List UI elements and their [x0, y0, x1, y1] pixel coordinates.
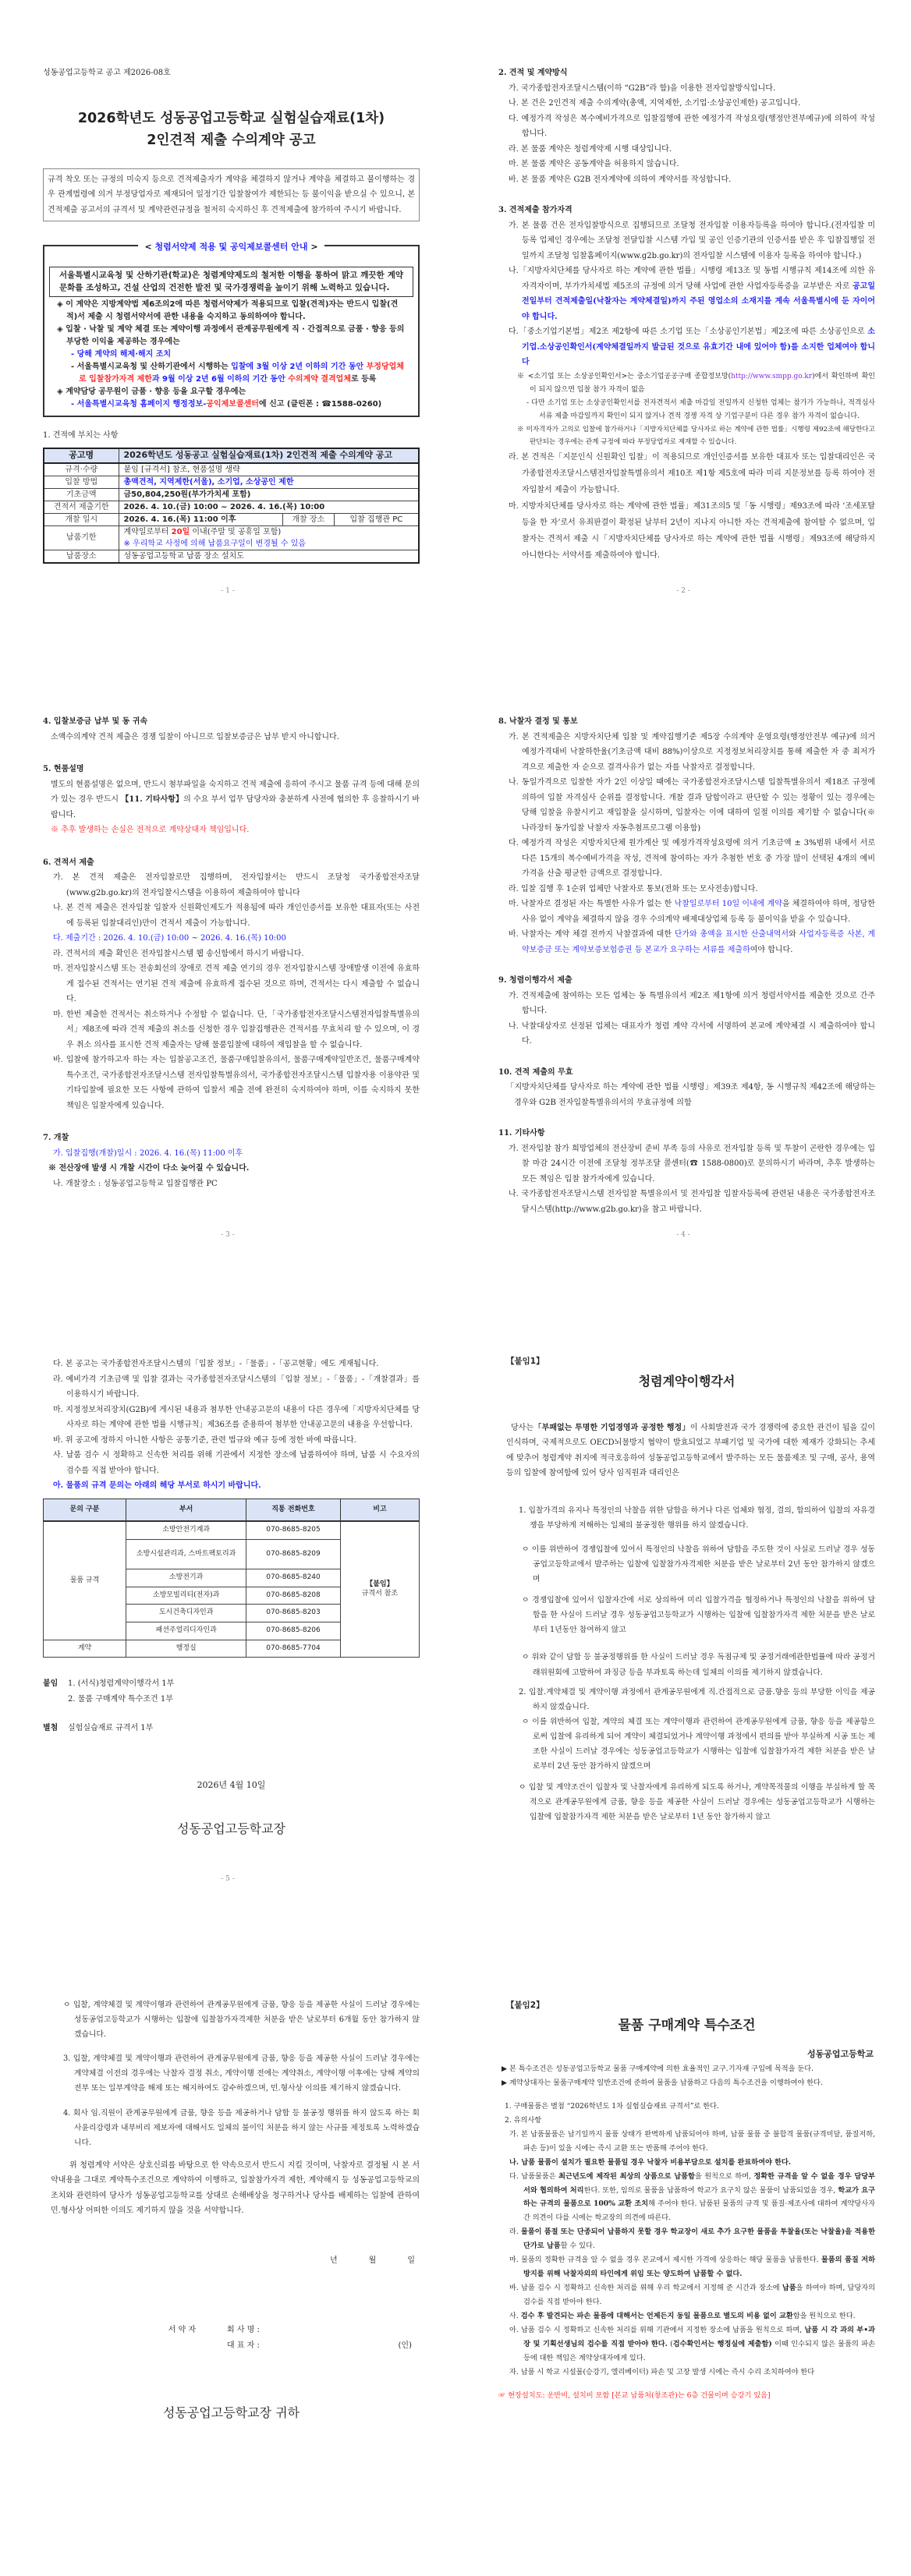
section-7-heading: 7. 개찰 [43, 1134, 69, 1142]
seal-mark: (인) [398, 2341, 412, 2351]
page-number: - 4 - [676, 1231, 690, 1240]
warning-note: ※ 추후 발생하는 손실은 전적으로 계약상대자 책임입니다. [51, 826, 250, 834]
clause: 1. 구매물품은 별첨 “2026학년도 1차 실험실습재료 규격서”로 한다. [505, 2101, 719, 2111]
list-item: 라. 견적서의 제출 확인은 전자입찰시스템 웹 송신함에서 하시기 바랍니다. [53, 949, 304, 958]
bid-info-table [43, 448, 420, 564]
clause: ▶ 계약상대자는 물품구매계약 일반조건에 준하여 물품을 납품하고 다음의 특수조건을 이행하여야 한다. [502, 2078, 823, 2087]
list-item: 가. 본 견적제출은 지방자치단체 입찰 및 계약집행기준 제5장 수의계약 운영요령(행정안전부 예규)에 의거 예정가격대비 낙찰하한율(기초금액 대비 88%)이상으로 지정정보처리장치를 통해 제출한 자 중 최저가격으로 제출한 자 순으로 결격사유가 없는 자를 낙찰자로 결정합니다. [509, 732, 875, 772]
table-row: 입찰 방법 총액견적, 지역제한(서울), 소기업, 소상공인 제한 [44, 476, 419, 488]
page-5 [0, 1288, 456, 1932]
list-item: 나. 국가종합전자조달시스템 전자입찰 특별유의서 및 전자입찰 입찰자등록에 관련된 내용은 국가종합전자조달시스템(http://www.g2b.go.kr)을 참고 바랍니다. [509, 1190, 875, 1214]
section-9-heading: 9. 청렴이행각서 제출 [498, 976, 572, 985]
list-item: 마. 전자입찰시스템 또는 전송회선의 장애로 견적 제출 연기의 경우 전자입찰시스템 장애발생 이전에 유효하게 접수된 견적서는 연기된 견적 제출에 유효하게 접수된 것으로 하며, 견적서는 다시 제출할 수 없습니다. [53, 964, 420, 1003]
list-item: 마. 낙찰자로 결정된 자는 특별한 사유가 없는 한 낙찰일로부터 10일 이내에 계약을 체결하여야 하며, 정당한 사유 없이 계약을 체결하지 않을 경우 수의계약 배제대상업체 등록 등 불이익을 받을 수 있습니다. [509, 900, 875, 924]
section-11-heading: 11. 기타사항 [498, 1129, 545, 1138]
table-row: 공고명 2026학년도 성동공고 실험실습재료(1차) 2인견적 제출 수의계약 공고 [44, 448, 419, 463]
ethics-sub: - 서울특별시교육청 및 산하기관에서 시행하는 입찰에 3월 이상 2년 이하의 기간 동안 부정당업체로 입찰참가자격 제한과 9월 이상 2년 6월 이하의 기간 동안 수의계약 결격업체로 등록 [71, 362, 404, 384]
ethics-bullets [49, 297, 413, 412]
ethics-notice-box [43, 242, 420, 417]
list-item: 라. 예비가격 기초금액 및 입찰 결과는 국가종합전자조달시스템의「입찰 정보」-「물품」-「개찰결과」를 이용하시기 바랍니다. [53, 1375, 420, 1399]
issue-date: 2026년 4월 10일 [197, 1779, 266, 1790]
table-row: 견적서 제출기한 2026. 4. 10.(금) 10:00 ~ 2026. 4. 16.(목) 10:00 [44, 501, 419, 513]
ethics-bullet: ◈ 이 계약은 지방계약법 제6조의2에 따른 청렴서약제가 적용되므로 입찰(견적)자는 반드시 입찰(견적)서 제출 시 청렴서약서에 관한 내용을 숙지하고 동의하여야 합니다. [57, 299, 399, 321]
list-item: 다. 예정가격 작성은 지방자치단체 원가계산 및 예정가격작성요령에 의거 기초금액 ± 3%범위 내에서 서로 다른 15개의 복수예비가격을 작성, 견적에 참여하는 자가 추첨한 번호 중 가장 많이 선택된 4개의 예비가격을 산출 평균한 금액으로 결정합니다. [509, 839, 875, 878]
list-item: 라. 입찰 집행 후 1순위 업체만 낙찰자로 통보(전화 또는 모사전송)합니다. [509, 884, 758, 893]
list-item: 바. 입찰에 참가하고자 하는 자는 입찰공고조건, 물품구매입찰유의서, 물품구매계약일반조건, 물품구매계약특수조건, 국가종합전자조달시스템 전자입찰특별유의서, 국가종합전자조달시스템 입찰자용 이용약관 및 기타입찰에 필요한 모든 사항에 관하여 입찰서 제출 전에 완전히 숙지하여야 하며, 이를 숙지하지 못한 책임은 입찰자에게 있습니다. [53, 1056, 420, 1110]
page-number: - 5 - [221, 1875, 235, 1884]
section-2-heading: 2. 견적 및 계약방식 [498, 69, 568, 77]
page-number: - 2 - [676, 587, 690, 596]
section-10-heading: 10. 견적 제출의 무효 [498, 1067, 573, 1077]
pledge-subitem: ㅇ 이를 위반하여 입찰, 계약의 체결 또는 계약이행과 관련하여 관계공무원에게 금품, 향응 등을 제공함으로써 입찰에 유리하게 되어 계약이 체결되었거나 계약이행 과정에서 편의를 받아 부실하게 시공 또는 제조한 사실이 드러날 경우에는 성동공업고등학교가 시행하는 입찰에 입찰참가자격 제한 처분을 받은 날로부터 2년 동안 참가하지 않겠으며 [522, 1717, 875, 1771]
table-header-row: 문의 구분 부서 직통 전화번호 비고 [44, 1499, 420, 1521]
list-item: 다.「중소기업기본법」제2조 제2항에 따른 소기업 또는「소상공인기본법」제2조에 따른 소상공인으로 소기업.소상공인확인서(계약체결일까지 발급된 것으로 유효기간 내에 있어야 함)를 소지한 업체여야 합니다 [509, 327, 875, 366]
pledge-subitem: ㅇ 경쟁입찰에 있어서 입찰자간에 서로 상의하여 미리 입찰가격을 협정하거나 특정인의 낙찰을 위하여 담합을 한 사실이 드러날 경우 성동공업고등학교가 시행하는 입찰에 입찰참가자격 제한 처분을 받은 날로부터 1년동안 참여하지 않고 [522, 1596, 875, 1635]
smpp-link[interactable]: http://www.smpp.go.kr [731, 372, 813, 380]
annex2-title: 물품 구매계약 특수조건 [618, 2018, 756, 2034]
representative-field[interactable]: 대 표 자 : (인) [227, 2338, 420, 2354]
title-line-1: 2026학년도 성동공업고등학교 실험실습재료(1차) [77, 110, 385, 126]
ethics-bullet: ◈ 계약담당 공무원이 금품 · 향응 등을 요구할 경우에는 [57, 387, 246, 396]
list-item: 바. 낙찰자는 계약 체결 전까지 낙찰결과에 대한 단가와 총액을 표시한 산출내역서와 사업자등록증 사본, 계약보증금 또는 계약보증보험증권 등 본교가 요구하는 서류를 제출하여야 합니다. [509, 930, 875, 954]
list-item: 라. 본 견적은「지문인식 신원확인 입찰」이 적용되므로 개인인증서를 보유한 대표자 또는 입찰대리인은 국가종합전자조달시스템전자입찰특별유의서 제10조 제1항 제5호에 따라 미리 지문정보를 등록 하여야 전자입찰서 제출이 가능합니다. [509, 452, 875, 494]
page-3 [0, 644, 456, 1288]
section-3-heading: 3. 견적제출 참가자격 [498, 206, 572, 214]
announcement-number: 성동공업고등학교 공고 제2026-08호 [43, 69, 171, 77]
list-item: 다. 예정가격 작성은 복수예비가격으로 입찰집행에 관한 예정가격 작성요령(행정안전부예규)에 의하여 작성합니다. [509, 114, 875, 138]
list-item: 나. 낙찰대상자로 선정된 업체는 대표자가 청렴 계약 각서에 서명하여 본교에 계약체결 시 제출하여야 합니다. [509, 1021, 875, 1046]
table-row: 계약 행정실 070-8685-7704 [44, 1640, 420, 1658]
list-item: 다. 납품물품은 최근년도에 제작된 최상의 상품으로 납품함을 원칙으로 하며, 정확한 규격을 알 수 없을 경우 담당부서와 협의하여 처리한다. 또한, 임의로 물품을 납품하여 학교가 요구치 않은 물품이 납품되었을 경우, 학교가 요구하는 규격의 물품으로 100% 교환 조치해 주어야 한다. 납품된 물품의 규격 및 품질·제조사에 대하여 계약당사자간 의견이 다를 시에는 학교장의 의견에 따른다. [509, 2171, 875, 2223]
installation-note: ☞ 현장설치도: 운반비, 설치비 포함 [본교 납품처(창조관)는 6층 건물이며 승강기 있음] [498, 2390, 771, 2400]
list-item: 사. 납품 검수 시 정확하고 신속한 처리를 위해 기관에서 지정한 장소에 납품하여야 하며, 납품 시 수요자의 검수를 직접 받아야 합니다. [53, 1451, 420, 1475]
table-row: 납품기한 계약일로부터 20일 이내(주말 및 공휴일 포함) ※ 우리학교 사정에 의해 납품요구일이 변경될 수 있음 [44, 525, 419, 550]
pledge-subitem: ㅇ 위와 같이 담합 등 불공정행위를 한 사실이 드러날 경우 독점규제 및 공정거래에관한법률에 따라 공정거래위원회에 고발하여 과징금 등을 부과토록 하는데 일체의 이의를 제기하지 않겠습니다. [522, 1653, 875, 1677]
paragraph: 소액수의계약 견적 제출은 경쟁 입찰이 아니므로 입찰보증금은 납부 받지 아니합니다. [51, 732, 339, 741]
page-number: - 1 - [221, 587, 235, 596]
ethics-sub: - 서울특별시교육청 홈페이지 행정정보-공익제보콜센터에 신고 (클린폰 : ☎1588-0260) [71, 399, 382, 409]
ethics-bullet: ◈ 입찰 · 낙찰 및 계약 체결 또는 계약이행 과정에서 관계공무원에게 직 · 간접적으로 금품 · 향응 등의 부당한 이익을 제공하는 경우에는 [57, 324, 405, 346]
page-number: - 3 - [221, 1231, 235, 1240]
list-item: 나. 동일가격으로 입찰한 자가 2인 이상일 때에는 국가종합전자조달시스템 입찰특별유의서 제18조 규정에 의하여 입찰 자격심사 순위를 결정합니다. 개찰 결과 담합이라고 판단할 수 있는 정황이 있는 경우에는 당해 입찰을 유찰시키고 재입찰을 실시하며, 입찰자는 이에 대하여 일절 이의를 제기할 수 없습니다(※ 나라장터 동가입찰 낙찰자 자동추첨프로그램 이용함) [509, 778, 875, 833]
warning-box: 규격 착오 또는 규정의 미숙지 등으로 견적제출자가 계약을 체결하지 않거나 계약을 체결하고 불이행하는 경우 관계법령에 의거 부정당업자로 제재되어 일정기간 입찰참여가 제한되는 등 불이익을 받으실 수 있으니, 본 견적제출 공고서의 규격서 및 계약관련규정을 철저히 숙지하신 후 견적제출에 참가하여 주시기 바랍니다. [43, 168, 420, 222]
list-item: 다. 제출기간 : 2026. 4. 10.(금) 10:00 ~ 2026. 4. 16.(목) 10:00 [53, 934, 286, 943]
pledge-date: 년 월 일 [329, 2256, 415, 2265]
list-item: 라. 본 물품 계약은 청렴계약제 시행 대상입니다. [509, 144, 672, 154]
pledge-item: 2. 입찰.계약체결 및 계약이행 과정에서 관계공무원에게 직.간접적으로 금품.향응 등의 부당한 이익을 제공하지 않겠습니다. [519, 1687, 875, 1711]
pledge-subitem: ㅇ 입찰, 계약체결 및 계약이행과 관련하여 관계공무원에게 금품, 향응 등을 제공한 사실이 드러날 경우에는 성동공업고등학교가 시행하는 입찰에 입찰참가자격제한 처분을 받은 날로부터 6개월 동안 참가하지 않겠습니다. [63, 2001, 420, 2040]
page-annex2 [456, 1932, 911, 2576]
clause: 2. 유의사항 [505, 2115, 542, 2125]
table-row: 패션주얼리디자인과 070-8685-8206 [44, 1622, 420, 1640]
list-item: 사. 검수 후 발견되는 파손 물품에 대해서는 언제든지 동일 물품으로 별도의 비용 없이 교환함을 원칙으로 한다. [509, 2311, 856, 2320]
page-4 [456, 644, 911, 1288]
clause: ▶ 본 특수조건은 성동공업고등학교 물품 구매계약에 의한 효율적인 교구.기자재 구입에 목적을 둔다. [502, 2065, 814, 2074]
annex2-tag: 【붙임2】 [506, 2001, 544, 2010]
table-row: 규격·수량 붙임 [규격서] 참조, 현품설명 생략 [44, 463, 419, 476]
pledge-recipient: 성동공업고등학교장 귀하 [162, 2405, 300, 2421]
list-item: 바. 본 물품 계약은 G2B 전자계약에 의하여 계약서를 작성합니다. [509, 175, 732, 184]
note: ※ <소기업 또는 소상공인확인서>는 중소기업공공구매 종합정보망(http://www.smpp.go.kr)에서 확인하며 확인이 되지 않으면 입찰 참가 자격이 없음 [517, 372, 875, 394]
section-1-heading: 1. 견적에 부치는 사항 [43, 430, 119, 440]
list-item: 나. 본 견적 제출은 전자입찰 입찰자 신원확인제도가 적용됨에 따라 개인인증서를 보유한 대표자(또는 사전에 등록된 입찰대리인)만이 견적서 제출이 가능합니다. [53, 904, 420, 928]
company-name-field[interactable]: 회 사 명 : [227, 2326, 260, 2335]
diamond-bullet-icon: ◈ [57, 299, 63, 309]
section-5-heading: 5. 현품설명 [43, 765, 84, 773]
note: - 다만 소기업 또는 소상공인확인서를 전자견적서 제출 마감일 전일까지 신청한 업체는 참가가 가능하나, 적격심사 서류 제출 마감일까지 확인이 되지 않거나 견적 경쟁 자격 상 기업구분이 다른 경우 참가 자격이 없습니다. [526, 398, 875, 420]
list-item: 바. 납품 검수 시 정확하고 신속한 처리를 위해 우리 학교에서 지정해 준 시간과 장소에 납품을 하여야 하며, 담당자의 검수를 직접 받아야 한다. [509, 2284, 875, 2307]
page-annex1 [456, 1288, 911, 1932]
pledge-item: 1. 입찰가격의 유지나 특정인의 낙찰을 위한 담합을 하거나 다른 업체와 협정, 결의, 합의하여 입찰의 자유경쟁을 부당하게 저해하는 일체의 불공정한 행위를 하지 않겠습니다. [519, 1506, 875, 1530]
note: ※ 전산장애 발생 시 개찰 시간이 다소 늦어질 수 있습니다. [48, 1164, 250, 1173]
list-item: 마. 지방자치단체를 당사자로 하는 계약에 관한 법률」제31조의5 및「동 시행령」제93조에 따라 ‘조세포탈 등을 한 자’로서 유죄판결이 확정된 날부터 2년이 지나지 아니한 자는 견적제출에 참여할 수 없으며, 입찰자는 견적서 제출 시「지방자치단체를 당사자로 하는 계약에 관한 법률 시행령」제93조에 해당하지 아니한다는 서약서를 제출하여야 합니다. [509, 501, 875, 560]
list-item: 아. 납품 검수 시 정확하고 신속한 처리를 위해 기관에서 지정한 장소에 납품을 원칙으로 하며, 납품 시 각 과의 부•과장 및 기획선생님의 검수를 직접 받아야 한다. (검수확인서는 행정실에 제출함) 이때 인수되지 않은 물품의 파손 등에 대한 책임은 계약상대자에게 있다. [509, 2325, 875, 2362]
ethics-intro: 서울특별시교육청 및 산하기관(학교)은 청렴계약제도의 철저한 이행을 통하여 맑고 깨끗한 계약문화를 조성하고, 건설 산업의 건전한 발전 및 국가경쟁력을 높이기 위해 노력하고 있습니다. [49, 267, 413, 297]
list-item: 가. 입찰집행(개찰)일시 : 2026. 4. 16.(목) 11:00 이후 [53, 1148, 243, 1158]
contact-table [43, 1499, 420, 1658]
page-2 [456, 0, 911, 644]
pledge-item: 4. 회사 임.직원이 관계공무원에게 금품, 향응 등을 제공하거나 담합 등 불공정 행위를 하지 않도록 하는 회사윤리강령과 내부비리 제보자에 대해서도 일체의 불이익 처분을 하지 않는 사규를 제정토록 노력하겠습니다. [63, 2108, 420, 2147]
table-row: 소방전기과 070-8685-8240 [44, 1569, 420, 1587]
annex1-intro: 당사는「부패없는 투명한 기업경영과 공정한 행정」이 사회발전과 국가 경쟁력에 중요한 관건이 됨을 깊이 인식하며, 국제적으로도 OECD뇌물방지 협약이 발효되었고 부패기업 및 국가에 대한 제재가 강화되는 추세에 맞추어 청렴계약 취지에 적극호응하여 성동공업고등학교에서 발주하는 모든 물품제조 및 구매, 공사, 용역 등의 입찰에 참여함에 있어 당사 임직원과 대리인은 [506, 1423, 875, 1478]
page-1 [0, 0, 456, 644]
list-item: 마. 한번 제출한 견적서는 취소하거나 수정할 수 없습니다. 단,「국가종합전자조달시스템전자입찰특별유의서」제8조에 따라 견적 제출의 취소를 신청한 경우 입찰집행관은 견적서를 무효처리 할 수 있으며, 이 경우 취소 의사를 표시한 견적 제출자는 당해 물품입찰에 대하여 재입찰을 할 수 없습니다. [53, 1010, 420, 1049]
page-annex1-cont [0, 1932, 456, 2576]
list-item: 자. 납품 시 학교 시설물(승강기, 엘리베이터) 파손 및 고장 발생 시에는 즉시 수리 조치하여야 한다 [509, 2367, 815, 2376]
annex2-org: 성동공업고등학교 [806, 2048, 874, 2059]
list-item: 나.「지방자치단체를 당사자로 하는 계약에 관한 법률」시행령 제13조 및 동법 시행규칙 제14조에 의한 유자격자이며, 부가가치세법 제5조의 규정에 의거 당해 사업에 관한 사업자등록증을 교부받은 자로 공고일 전일부터 견적제출일(낙찰자는 계약체결일)까지 주된 영업소의 소재지를 계속 서울특별시에 둔 자이어야 합니다. [509, 267, 875, 321]
list-item: 가. 견적제출에 참여하는 모든 업체는 동 특별유의서 제2조 제1항에 의거 청렴서약서를 제출한 것으로 간주합니다. [509, 991, 875, 1015]
signer-title: 성동공업고등학교장 [176, 1821, 286, 1837]
title-line-2: 2인견적 제출 수의계약 공고 [147, 132, 316, 148]
list-item: 마. 지정정보처리장치(G2B)에 게시된 내용과 첨부한 안내공고문의 내용이 다른 경우에「지방자치단체를 당사자로 하는 계약에 관한 법률 시행규칙」제36조를 준용하여 첨부한 안내공고문의 내용을 우선합니다. [53, 1405, 420, 1429]
note: ※ 미자격자가 고의로 입찰에 참가하거나「지방자치단체를 당사자로 하는 계약에 관한 법률」시행령 제92조에 해당한다고 판단되는 경우에는 관계 규정에 따라 부정당업자로 제재할 수 있습니다. [517, 425, 875, 447]
list-item: 라. 물품이 품절 또는 단종되어 납품하지 못할 경우 학교장이 새로 추가 요구한 물품을 투찰율(또는 낙찰율)을 적용한 단가로 납품할 수 있다. [509, 2227, 875, 2251]
paragraph: 「지방자치단체를 당사자로 하는 계약에 관한 법률 시행령」제39조 제4항, 동 시행규칙 제42조에 해당하는 경우와 G2B 전자입찰특별유의서의 무효규정에 의함 [506, 1083, 875, 1107]
paragraph: 별도의 현품설명은 없으며, 반드시 첨부파일을 숙지하고 견적 제출에 응하여 주시고 물품 규격 등에 대해 문의가 있는 경우 반드시 【11. 기타사항】의 수요 부서 업무 담당자와 충분하게 사전에 협의한 후 응찰하시기 바랍니다. [51, 780, 420, 819]
table-row: 도시건축디자인과 070-8685-8203 [44, 1605, 420, 1622]
pledge-subitem: ㅇ 입찰 및 계약조건이 입찰자 및 낙찰자에게 유리하게 되도록 하거나, 계약목적물의 이행을 부실하게 할 목적으로 관계공무원에게 금품, 향응 등을 제공한 사실이 드러날 경우에는 성동공업고등학교가 시행하는 입찰에 입찰참가자격 제한 처분을 받은 날로부터 1년 동안 참가하지 않고 [519, 1783, 875, 1822]
table-row: 소방시설관리과, 스마트팩토리과 070-8685-8209 [44, 1539, 420, 1569]
table-row: 개찰 일시 2026. 4. 16.(목) 11:00 이후 개찰 장소 입찰 집행관 PC [44, 513, 419, 525]
pledger-block [43, 2323, 420, 2354]
annex1-title: 청렴계약이행각서 [638, 1374, 736, 1389]
pledge-closing: 위 청렴계약 서약은 상호신뢰를 바탕으로 한 약속으로서 반드시 지킬 것이며, 낙찰자로 결정될 시 본 서약내용을 그대로 계약특수조건으로 계약하여 이행하고, 입찰참가자격 제한, 계약해지 등 성동공업고등학교의 조치와 관련하여 당사가 성동공업고등학교를 상대로 손해배상을 청구하거나 당사를 배제하는 입찰에 관하여 민.형사상 어떠한 이의도 제기하지 않을 것을 서약합니다. [51, 2160, 420, 2216]
section-4-heading: 4. 입찰보증금 납부 및 동 귀속 [43, 717, 148, 726]
table-row: 물품 규격 소방안전기계과 070-8685-8205 【붙임】 규격서 참조 [44, 1521, 420, 1539]
list-item: 가. 본 견적 제출은 전자입찰로만 집행하며, 전자입찰서는 반드시 조달청 국가종합전자조달(www.g2b.go.kr)의 전자입찰시스템을 이용하여 제출하여야 합니다 [53, 873, 420, 897]
document-title [43, 108, 420, 151]
list-item: 다. 본 공고는 국가종합전자조달시스템의「입찰 정보」-「물품」-「공고현황」에도 게재됩니다. [53, 1360, 379, 1368]
pledger-label: 서 약 자 [168, 2326, 196, 2335]
pledge-item: 3. 입찰, 계약체결 및 계약이행과 관련하여 관계공무원에게 금품, 향응 등을 제공한 사실이 드러날 경우에는 계약체결 이전의 경우에는 낙찰자 결정 취소, 계약이행 전에는 계약취소, 계약이행 이후에는 당해 계약의 전부 또는 일부계약을 해제 또는 해지하여도 감수하겠으며, 민.형사상 이의를 제기하지 않겠습니다. [63, 2054, 420, 2093]
ethics-legend: < 청렴서약제 적용 및 공익제보콜센터 안내 > [44, 239, 418, 256]
list-item: 아. 물품의 규격 문의는 아래의 해당 부서로 하시기 바랍니다. [53, 1481, 261, 1490]
list-item: 나. 납품 물품이 설치가 필요한 물품일 경우 낙찰자 비용부담으로 설치를 완료하여야 한다. [509, 2157, 792, 2167]
table-row: 소방모빌리티(전자)과 070-8685-8208 [44, 1587, 420, 1605]
list-item: 가. 본 납품물품은 납기일까지 물품 상태가 완벽하게 납품되어야 하며, 납품 물품 중 불합격 물품(규격미달, 품질저하, 파손 등)이 있을 시에는 즉시 교환 또는 반품해 주어야 한다. [509, 2129, 875, 2153]
list-item: 바. 위 공고에 정하지 아니한 사항은 공통기준, 관련 법규와 예규 등에 정한 바에 따릅니다. [53, 1435, 356, 1445]
diamond-bullet-icon: ◈ [57, 324, 63, 334]
section-8-heading: 8. 낙찰자 결정 및 통보 [498, 717, 578, 726]
pledge-subitem: ㅇ 이를 위반하여 경쟁입찰에 있어서 특정인의 낙찰을 위하여 담합을 주도한 것이 사실로 드러날 경우 성동공업고등학교에서 발주하는 입찰에 입찰참가자격제한 처분을 받은 날로부터 2년 동안 참가하지 않겠으며 [522, 1545, 875, 1584]
ethics-sub: - 당해 계약의 해제·해지 조치 [71, 349, 172, 359]
list-item: 나. 개찰장소 : 성동공업고등학교 입찰집행관 PC [53, 1179, 218, 1188]
list-item: 나. 본 건은 2인견적 제출 수의계약(총액, 지역제한, 소기업·소상공인제한) 공고입니다. [509, 99, 801, 108]
list-item: 마. 본 물품 계약은 공동계약을 허용하지 않습니다. [509, 160, 679, 168]
list-item: 가. 본 물품 건은 전자입찰방식으로 집행되므로 조달청 전자입찰 이용자등록을 하여야 합니다.(전자입찰 미등록 업체인 경우에는 조달청 전달입찰 시스템 가입 및 공인 인증기관의 인증서를 받은 후 입찰집행일 전일까지 조달청 입찰홈페이지(www.g2b.go.kr)의 전자입찰 시스템에 이용자 등록을 하여야 합니다.) [509, 221, 875, 260]
list-item: 가. 국가종합전자조달시스템(이하 “G2B”라 함)을 이용한 전자입찰방식입니다. [509, 83, 776, 93]
attachments: 붙임 1. (서식)청렴계약이행각서 1부 2. 물품 구매계약 특수조건 1부 별첨 실험실습재료 규격서 1부 [43, 1679, 175, 1733]
table-row: 기초금액 금50,804,250원(부가가치세 포함) [44, 488, 419, 501]
annex1-tag: 【붙임1】 [506, 1357, 544, 1366]
diamond-bullet-icon: ◈ [57, 387, 63, 396]
list-item: 가. 전자입찰 참가 희망업체의 전산장비 준비 부족 등의 사유로 전자입찰 등록 및 투찰이 곤란한 경우에는 입찰 마감 24시간 이전에 조달청 정부조달 콜센터(☎ 1588-0800)로 문의하시기 바라며, 추후 발생하는 모든 책임은 입찰 참가자에게 있습니다. [509, 1144, 875, 1184]
section-6-heading: 6. 견적서 제출 [43, 858, 94, 867]
list-item: 마. 물품의 정확한 규격을 알 수 없을 경우 본교에서 제시한 가격에 상응하는 해당 물품을 납품한다. 물품의 품질 저하 방지를 위해 낙찰자외의 타인에게 위임 또는 양도하여 납품할 수 없다. [509, 2256, 875, 2279]
table-row: 납품장소 성동공업고등학교 납품 장소 설치도 [44, 550, 419, 563]
